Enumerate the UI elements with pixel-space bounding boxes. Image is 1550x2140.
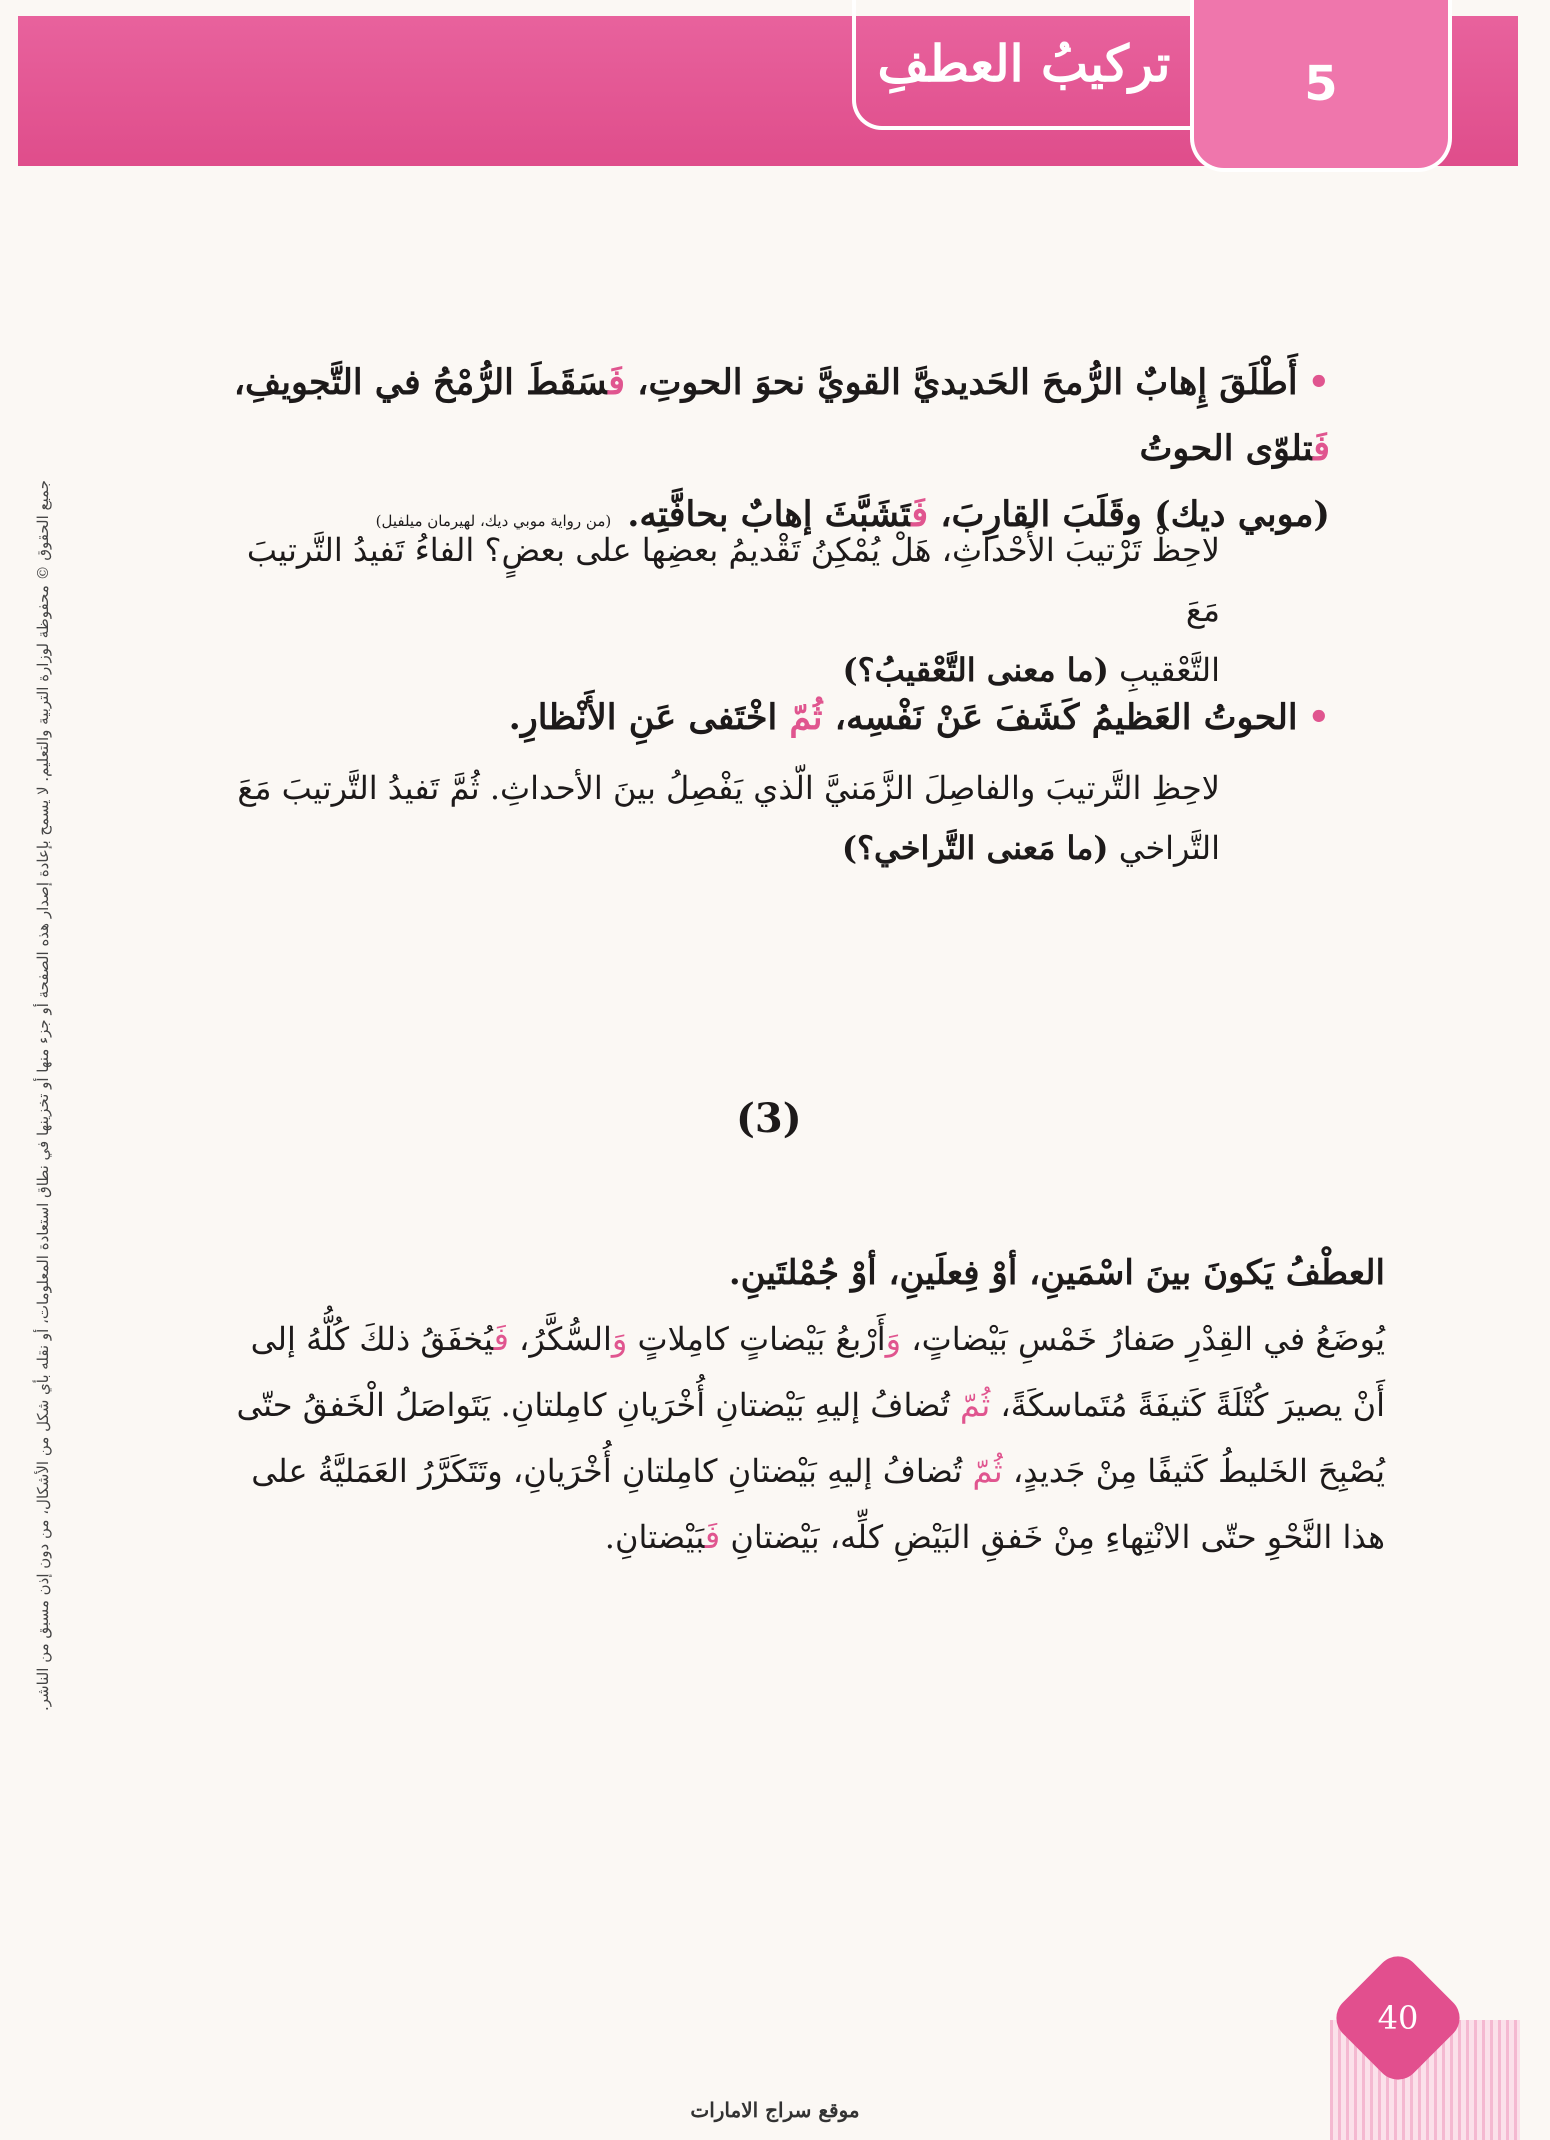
section-3 — [155, 1240, 1385, 1570]
note-line: لاحِظِ التَّرتيبَ والفاصِلَ الزَّمَنيَّ الّذي يَفْصِلُ بينَ الأحداثِ. ثُمَّ تَفيدُ التَّرتيبَ مَعَ — [237, 769, 1220, 807]
lesson-number-tab — [1190, 0, 1452, 172]
copyright-side-note: جميع الحقوق © محفوظة لوزارة التربية والتعليم. لا يسمح بإعادة إصدار هذه الصفحة أو جزء منها أو تخزينها في نطاق استعادة المعلومات، أو نقله بأي شكل من الأشكال، من دون إذن مسبق من الناشر. — [34, 480, 52, 1712]
text: التَّراخي — [1108, 829, 1220, 867]
paragraph-line — [155, 1306, 1385, 1372]
text: التَّعْقيبِ — [1108, 651, 1220, 689]
note-line: لاحِظْ تَرْتيبَ الأَحْداثِ، هَلْ يُمْكِنُ تَقْديمُ بعضِها على بعضٍ؟ الفاءُ تَفيدُ التَّرتيبَ مَعَ — [246, 531, 1220, 629]
question: (ما مَعنى التَّراخي؟) — [841, 829, 1109, 867]
paragraph-line — [155, 1372, 1385, 1438]
example-2-line — [220, 685, 1330, 751]
lesson-title-card — [852, 0, 1192, 130]
text: يُوضَعُ في القِدْرِ صَفارُ خَمْسِ بَيْضاتٍ، — [901, 1320, 1385, 1358]
example-1-line-1 — [220, 350, 1330, 482]
highlight-thumma: ثُمّ — [972, 1452, 1003, 1490]
highlight-thumma: ثُمّ — [789, 697, 823, 738]
footer-text: موقع سراج الامارات — [690, 2098, 860, 2122]
lesson-title: تركيبُ العطفِ — [877, 33, 1171, 93]
text: تُضافُ إليهِ بَيْضتانِ كامِلتانِ أُخْرَيانِ، وتَتَكَرَّرُ العَمَليَّةُ على — [251, 1452, 973, 1490]
highlight-wa: وَ — [885, 1320, 902, 1358]
text: سَقَطَ الرُّمْحُ في التَّجويفِ، — [233, 362, 609, 403]
section-heading: العطْفُ يَكونَ بينَ اسْمَينِ، أوْ فِعلَينِ، أوْ جُمْلتَينِ. — [728, 1253, 1385, 1293]
text: الحوتُ العَظيمُ كَشَفَ عَنْ نَفْسِه، — [822, 697, 1298, 738]
text: تلوّى الحوتُ — [1139, 428, 1314, 469]
text: أَطْلَقَ إِهابٌ الرُّمحَ الحَديديَّ القويَّ نحوَ الحوتِ، — [624, 362, 1298, 403]
text: بَيْضتانِ. — [604, 1518, 705, 1556]
text: يُخفَقُ ذلكَ كُلُّهُ إلى — [250, 1320, 494, 1358]
example-2-note — [220, 758, 1220, 878]
text: تَشَبَّثَ إهابٌ بحافَّتِه. — [627, 494, 912, 535]
highlight-wa: وَ — [611, 1320, 628, 1358]
bullet-icon: • — [1307, 362, 1330, 403]
section-number: (3) — [736, 1095, 802, 1142]
paragraph-line — [155, 1504, 1385, 1570]
page-number: 40 — [1377, 1999, 1419, 2037]
lesson-number: 5 — [1304, 56, 1338, 112]
example-1-note — [220, 520, 1220, 700]
text: (موبي ديك) وقَلَبَ القارِبَ، — [928, 494, 1330, 535]
text: السُّكَّرُ، — [508, 1320, 612, 1358]
text: أَرْبعُ بَيْضاتٍ كامِلاتٍ — [627, 1320, 886, 1358]
question: (ما معنى التَّعْقيبُ؟) — [842, 651, 1109, 689]
bullet-icon: • — [1307, 697, 1330, 738]
highlight-fa: فَ — [1313, 428, 1330, 469]
highlight-fa: فَ — [493, 1320, 509, 1358]
text: تُضافُ إليهِ بَيْضتانِ أُخْرَيانِ كامِلتانِ. يَتَواصَلُ الْخَفقُ حتّى — [236, 1386, 961, 1424]
text: هذا النَّحْوِ حتّى الانْتِهاءِ مِنْ خَفقِ البَيْضِ كلِّه، بَيْضتانِ — [720, 1518, 1385, 1556]
text: أَنْ يصيرَ كُتْلَةً كَثيفَةً مُتَماسكَةً، — [990, 1386, 1385, 1424]
note-line — [220, 818, 1220, 878]
highlight-fa: فَ — [608, 362, 625, 403]
source-citation: (من رواية موبي ديك، لهيرمان ميلفيل) — [375, 512, 612, 530]
highlight-thumma: ثُمّ — [960, 1386, 991, 1424]
highlight-fa: فَ — [911, 494, 929, 535]
highlight-fa: فَ — [704, 1518, 721, 1556]
example-2 — [220, 685, 1330, 751]
paragraph-line — [155, 1438, 1385, 1504]
text: اخْتَفى عَنِ الأَنْظارِ. — [508, 697, 790, 738]
text: يُصْبِحَ الخَليطُ كَثيفًا مِنْ جَديدٍ، — [1002, 1452, 1385, 1490]
